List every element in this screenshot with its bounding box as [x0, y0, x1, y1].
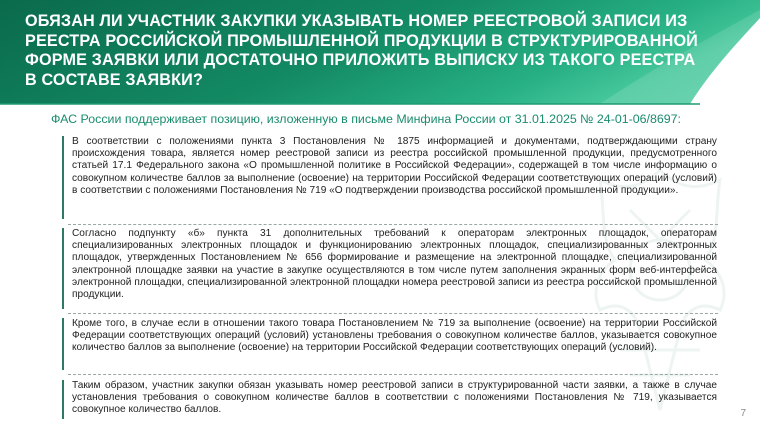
content-block-text: В соответствии с положениями пункта 3 Постановления № 1875 информацией и документами, подтверждающими страну происхождения товара, является номер реестровой записи из реестра российской промышленной продукции, предусмотренного статьей 17.1 Федерального закона «О промышленной политике в Российской Федерации», содержащей в том числе информацию о совокупном количестве баллов за выполнение (освоение) на территории Российской Федерации соответствующих операций (условий) в соответствии с положениями Постановления № 719 «О подтверждении производства российской промышленной продукции».: [72, 136, 717, 196]
content-block-3: [62, 318, 717, 355]
divider: [68, 313, 718, 314]
page-number: 7: [740, 408, 746, 419]
content-block-2: [62, 228, 717, 301]
content-block-text: Таким образом, участник закупки обязан указывать номер реестровой записи в структурированной части заявки, а также в случае установления требования о совокупном количестве баллов в соответствии с положениями Постановления № 719, указывается совокупное количество баллов.: [72, 380, 717, 416]
header-banner: [0, 0, 760, 106]
content-block-1: [62, 136, 717, 197]
content-block-4: [62, 380, 717, 417]
divider: [68, 374, 718, 375]
content-block-text: Согласно подпункту «б» пункта 31 дополнительных требований к операторам электронных площадок, операторам специализированных электронных площадок и функционированию электронных площадок, специализированных электронных площадок, утвержденных Постановлением № 656 формирование и размещение на электронной площадке, специализированной электронной площадке заявки на участие в закупке осуществляются в том числе путем заполнения экранных форм веб-интерфейса электронной площадки, специализированной электронной площадки номера реестровой записи из реестра российской промышленной продукции.: [72, 228, 717, 301]
divider: [68, 224, 718, 225]
page-title: ОБЯЗАН ЛИ УЧАСТНИК ЗАКУПКИ УКАЗЫВАТЬ НОМЕР РЕЕСТРОВОЙ ЗАПИСИ ИЗ РЕЕСТРА РОССИЙСКОЙ ПРОМЫШЛЕННОЙ ПРОДУКЦИИ В СТРУКТУРИРОВАННОЙ ФОРМЕ ЗАЯВКИ ИЛИ ДОСТАТОЧНО ПРИЛОЖИТЬ ВЫПИСКУ ИЗ ТАКОГО РЕЕСТРА В СОСТАВЕ ЗАЯВКИ?: [25, 12, 698, 89]
subtitle: ФАС России поддерживает позицию, изложенную в письме Минфина России от 31.01.2025 № 24-01-06/8697:: [51, 112, 681, 126]
content-block-text: Кроме того, в случае если в отношении такого товара Постановлением № 719 за выполнение (освоение) на территории Российской Федерации соответствующих операций (условий) установлены требования о совокупном количестве баллов, указывается совокупное количество баллов за выполнение (освоение) на территории Российской Федерации соответствующих операций (условий).: [72, 318, 717, 354]
